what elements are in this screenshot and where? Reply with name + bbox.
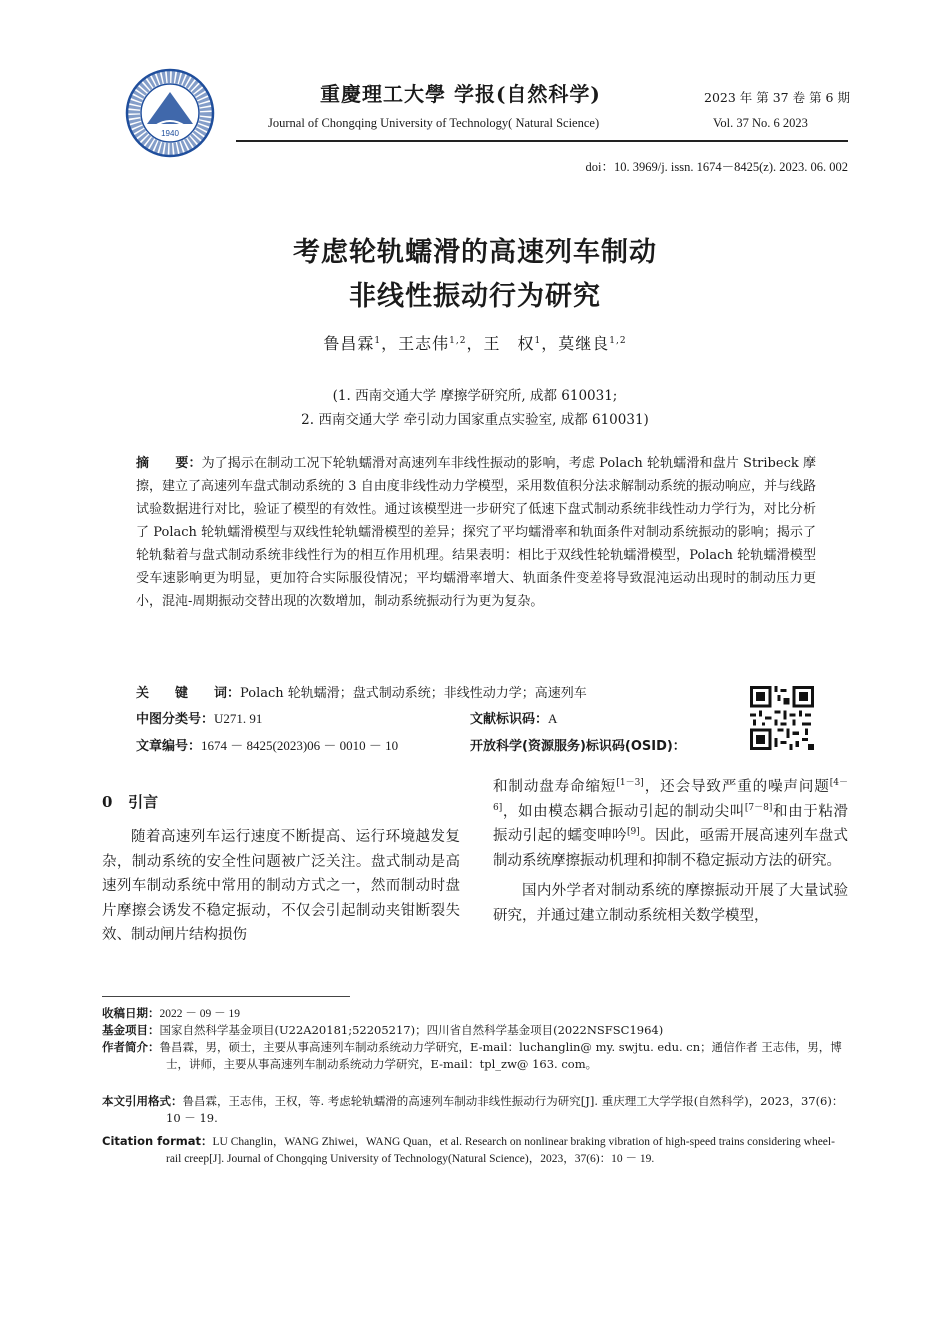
keywords (136, 682, 587, 701)
affiliation-1: (1. 西南交通大学 摩擦学研究所, 成都 610031; (332, 388, 618, 404)
citation: [7－8] (744, 802, 773, 813)
citation: [9] (626, 827, 640, 837)
paragraph: 和制动盘寿命缩短[1－3]，还会导致严重的噪声问题[4－6]，如由模态耦合振动引起的制动尖叫[7－8]和由于粘滑振动引起的蠕变呻吟[9]。因此，亟需开展高速列车盘式制动系统摩擦振动机理和抑制不稳定振动方法的研究。 (493, 778, 849, 869)
fund-info: 基金项目：国家自然科学基金项目(U22A20181;52205217)；四川省自然科学基金项目(2022NSFSC1964) (102, 1023, 664, 1037)
paragraph: 随着高速列车运行速度不断提高、运行环境越发复杂，制动系统的安全性问题被广泛关注。盘式制动是高速列车制动系统中常用的制动方式之一，然而制动时盘片摩擦会诱发不稳定振动，不仅会引起制动夹钳断裂失效、制动闸片结构损伤 (102, 829, 460, 943)
keywords-label: 关 键 词： (136, 686, 241, 701)
affiliation-2: 2. 西南交通大学 牵引动力国家重点实验室, 成都 610031) (301, 412, 649, 428)
citation-en: Citation format：LU Changlin，WANG Zhiwei，WANG Quan，et al. Research on nonlinear braking vibration of high-speed trains considering wheel-rail creep[J]. Journal of Chongqing University of Technology(Natural Science)，2023，37(6)：10 － 19. (102, 1134, 835, 1165)
author-name: 鲁昌霖 (323, 334, 375, 353)
document-code: 文献标识码：A (470, 711, 558, 727)
paper-title-line2: 非线性振动行为研究 (349, 281, 601, 311)
paper-title-line1: 考虑轮轨蠕滑的高速列车制动 (293, 237, 657, 267)
journal-name-cn: 重慶理工大學 学报(自然科学) (320, 82, 601, 106)
osid-label: 开放科学(资源服务)标识码(OSID)： (470, 739, 686, 754)
body-right-column (493, 775, 848, 928)
osid-qr-code[interactable] (750, 686, 814, 750)
body-left-column (102, 825, 460, 948)
citation-cn: 本文引用格式：鲁昌霖，王志伟，王权，等. 考虑轮轨蠕滑的高速列车制动非线性振动行为研究[J]. 重庆理工大学学报(自然科学)，2023，37(6)：10 － 19. (102, 1094, 844, 1125)
abstract (136, 452, 816, 613)
paragraph: 国内外学者对制动系统的摩擦振动开展了大量试验研究，并通过建立制动系统相关数学模型， (493, 883, 848, 924)
author-name: 莫继良 (558, 334, 610, 353)
section-heading: 0 引言 (102, 793, 159, 811)
journal-name-en: Journal of Chongqing University of Technology( Natural Science) (268, 116, 600, 130)
header-rule (236, 140, 848, 142)
author-name: 王 权 (483, 334, 535, 353)
university-logo (125, 68, 215, 158)
footnote-rule (102, 996, 350, 997)
clc-number: 中图分类号：U271. 91 (136, 711, 263, 727)
issue-cn: 2023 年 第 37 卷 第 6 期 (704, 90, 850, 105)
keywords-text: Polach 轮轨蠕滑；盘式制动系统；非线性动力学；高速列车 (240, 686, 587, 701)
article-number: 文章编号：1674 － 8425(2023)06 － 0010 － 10 (136, 738, 399, 754)
author-bio: 作者简介：鲁昌霖，男，硕士，主要从事高速列车制动系统动力学研究，E-mail：luchanglin@ my. swjtu. edu. cn；通信作者 王志伟，男，博士，讲师，主要从事高速列车制动系统动力学研究，E-mail：tpl_zw@ 163. com。 (102, 1040, 842, 1071)
abstract-label: 摘 要： (136, 456, 202, 471)
author-name: 王志伟 (398, 334, 450, 353)
doi[interactable]: doi：10. 3969/j. issn. 1674－8425(z). 2023. 06. 002 (585, 160, 848, 174)
issue-en: Vol. 37 No. 6 2023 (713, 116, 808, 130)
author-list: 鲁昌霖$^1$，王志伟$^{1,2}$，王 权$^1$，莫继良$^{1,2}$ (323, 334, 627, 353)
received-date: 收稿日期：2022 － 09 － 19 (102, 1006, 240, 1020)
abstract-text: 为了揭示在制动工况下轮轨蠕滑对高速列车非线性振动的影响，考虑 Polach 轮轨蠕滑和盘片 Stribeck 摩擦，建立了高速列车盘式制动系统的 3 自由度非线性动力学模型，采用数值积分法求解制动系统的振动响应，并与线路试验数据进行对比，验证了模型的有效性。通过该模型进一步研究了低速下盘式制动系统非线性动力学行为，对比分析了 Polach 轮轨蠕滑模型与双线性轮轨蠕滑模型的差异；探究了平均蠕滑率和轨面条件对制动系统振动的影响；揭示了轮轨黏着与盘式制动系统非线性行为的相互作用机理。结果表明：相比于双线性轮轨蠕滑模型，Polach 轮轨蠕滑模型受车速影响更为明显，更加符合实际服役情况；平均蠕滑率增大、轨面条件变差将导致混沌运动出现时的制动压力更小，混沌-周期振动交替出现的次数增加，制动系统振动行为更为复杂。 (136, 456, 816, 609)
citation: [1－3] (616, 778, 644, 788)
citation: [4－6] (493, 778, 849, 813)
logo-year: 1940 (161, 129, 179, 138)
